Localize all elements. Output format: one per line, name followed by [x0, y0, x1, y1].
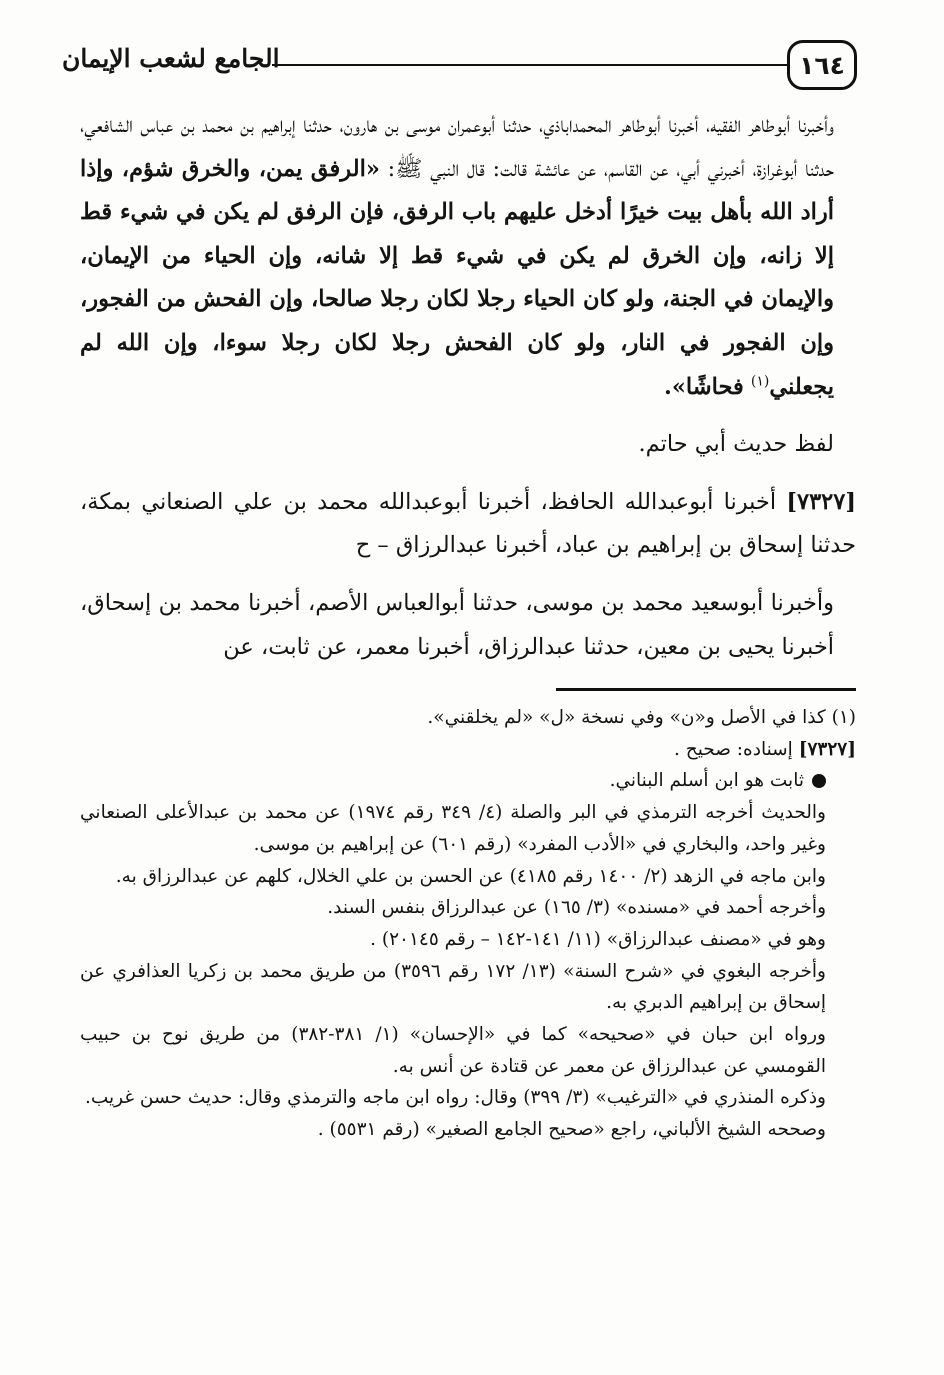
isnad-text: وأخبرنا أبوطاهر الفقيه، أخبرنا أبوطاهر المحمداباذي، حدثنا أبوعمران موسى بن هارون، حدثنا إبراهيم بن محمد بن عباس الشافعي، حدثنا أبوغرازة، أخبرني أبي، عن القاسم، عن عائشة قالت: قال النبي ﷺ:	[80, 112, 834, 182]
isnad-grade-text: إسناده: صحيح .	[673, 738, 793, 760]
hadith-7327-paragraph	[80, 481, 856, 568]
footnote-1: (١) كذا في الأصل و«ن» وفي نسخة «ل» «لم يخلقني».	[427, 707, 856, 728]
hadith-paragraph	[80, 104, 856, 409]
header-rule	[272, 64, 793, 66]
footnotes	[80, 702, 856, 1146]
footnote-separator	[556, 688, 856, 691]
takhrij-line: وهو في «مصنف عبدالرزاق» (١١/ ١٤١-١٤٢ – رقم ٢٠١٤٥) .	[370, 928, 826, 950]
bullet-note-text: ثابت هو ابن أسلم البناني.	[609, 770, 804, 792]
takhrij-line: وابن ماجه في الزهد (٢/ ١٤٠٠ رقم ٤١٨٥) عن الحسن بن علي الخلال، كلهم عن عبدالرزاق به.	[115, 865, 826, 887]
takhrij-line: وأخرجه البغوي في «شرح السنة» (١٣/ ١٧٢ رقم ٣٥٩٦) من طريق محمد بن زكريا العذافري عن إسحاق بن إبراهيم الدبري به.	[80, 960, 826, 1014]
isnad-grade	[80, 734, 856, 766]
takhrij-line: والحديث أخرجه الترمذي في البر والصلة (٤/ ٣٤٩ رقم ١٩٧٤) عن محمد بن عبدالأعلى الصنعاني وغير واحد، والبخاري في «الأدب المفرد» (رقم ٦٠١) عن إبراهيم بن موسى.	[80, 802, 826, 855]
takhrij-line: وأخرجه أحمد في «مسنده» (٣/ ١٦٥) عن عبدالرزاق بنفس السند.	[327, 897, 826, 919]
page-header	[62, 30, 857, 102]
main-text	[80, 104, 856, 669]
takhrij-line: وصححه الشيخ الألباني، راجع «صحيح الجامع الصغير» (رقم ٥٥٣١) .	[317, 1119, 826, 1141]
isnad-number: [٧٣٢٧]	[798, 738, 856, 760]
page-number-badge: ١٦٤	[787, 40, 857, 90]
hadith-7327-isnad: أخبرنا أبوعبدالله الحافظ، أخبرنا أبوعبدالله محمد بن علي الصنعاني بمكة، حدثنا إسحاق بن إبراهيم بن عباد، أخبرنا عبدالرزاق – ح	[80, 488, 856, 559]
hadith-matn-end: فحاشًا».	[663, 373, 744, 400]
hadith-number: [٧٣٢٧]	[786, 488, 856, 515]
bullet-note	[80, 765, 856, 797]
book-title: الجامع لشعب الإيمان	[62, 44, 280, 73]
takhrij-line: ورواه ابن حبان في «صحيحه» كما في «الإحسان» (١/ ٣٨١-٣٨٢) من طريق نوح بن حبيب القومسي عن عبدالرزاق عن معمر عن قتادة عن أنس به.	[80, 1024, 826, 1077]
bullet-icon	[812, 774, 826, 788]
footnote-ref: (١)	[750, 373, 770, 390]
second-isnad-paragraph: وأخبرنا أبوسعيد محمد بن موسى، حدثنا أبوالعباس الأصم، أخبرنا محمد بن إسحاق، أخبرنا يحيى بن معين، حدثنا عبدالرزاق، أخبرنا معمر، عن ثابت، عن	[80, 589, 834, 660]
hadith-matn: «الرفق يمن، والخرق شؤم، وإذا أراد الله بأهل بيت خيرًا أدخل عليهم باب الرفق، فإن الرفق لم يكن في شيء قط إلا زانه، وإن الخرق لم يكن في شيء قط إلا شانه، وإن الحياء من الإيمان، والإيمان في الجنة، ولو كان الحياء رجلا لكان رجلا صالحا، وإن الفحش من الفجور، وإن الفجور في النار، ولو كان الفحش رجلا لكان رجلا سوءا، وإن الله لم يجعلني	[80, 155, 834, 400]
takhrij-line: وذكره المنذري في «الترغيب» (٣/ ٣٩٩) وقال: رواه ابن ماجه والترمذي وقال: حديث حسن غريب.	[84, 1087, 826, 1109]
narration-note: لفظ حديث أبي حاتم.	[638, 431, 834, 458]
